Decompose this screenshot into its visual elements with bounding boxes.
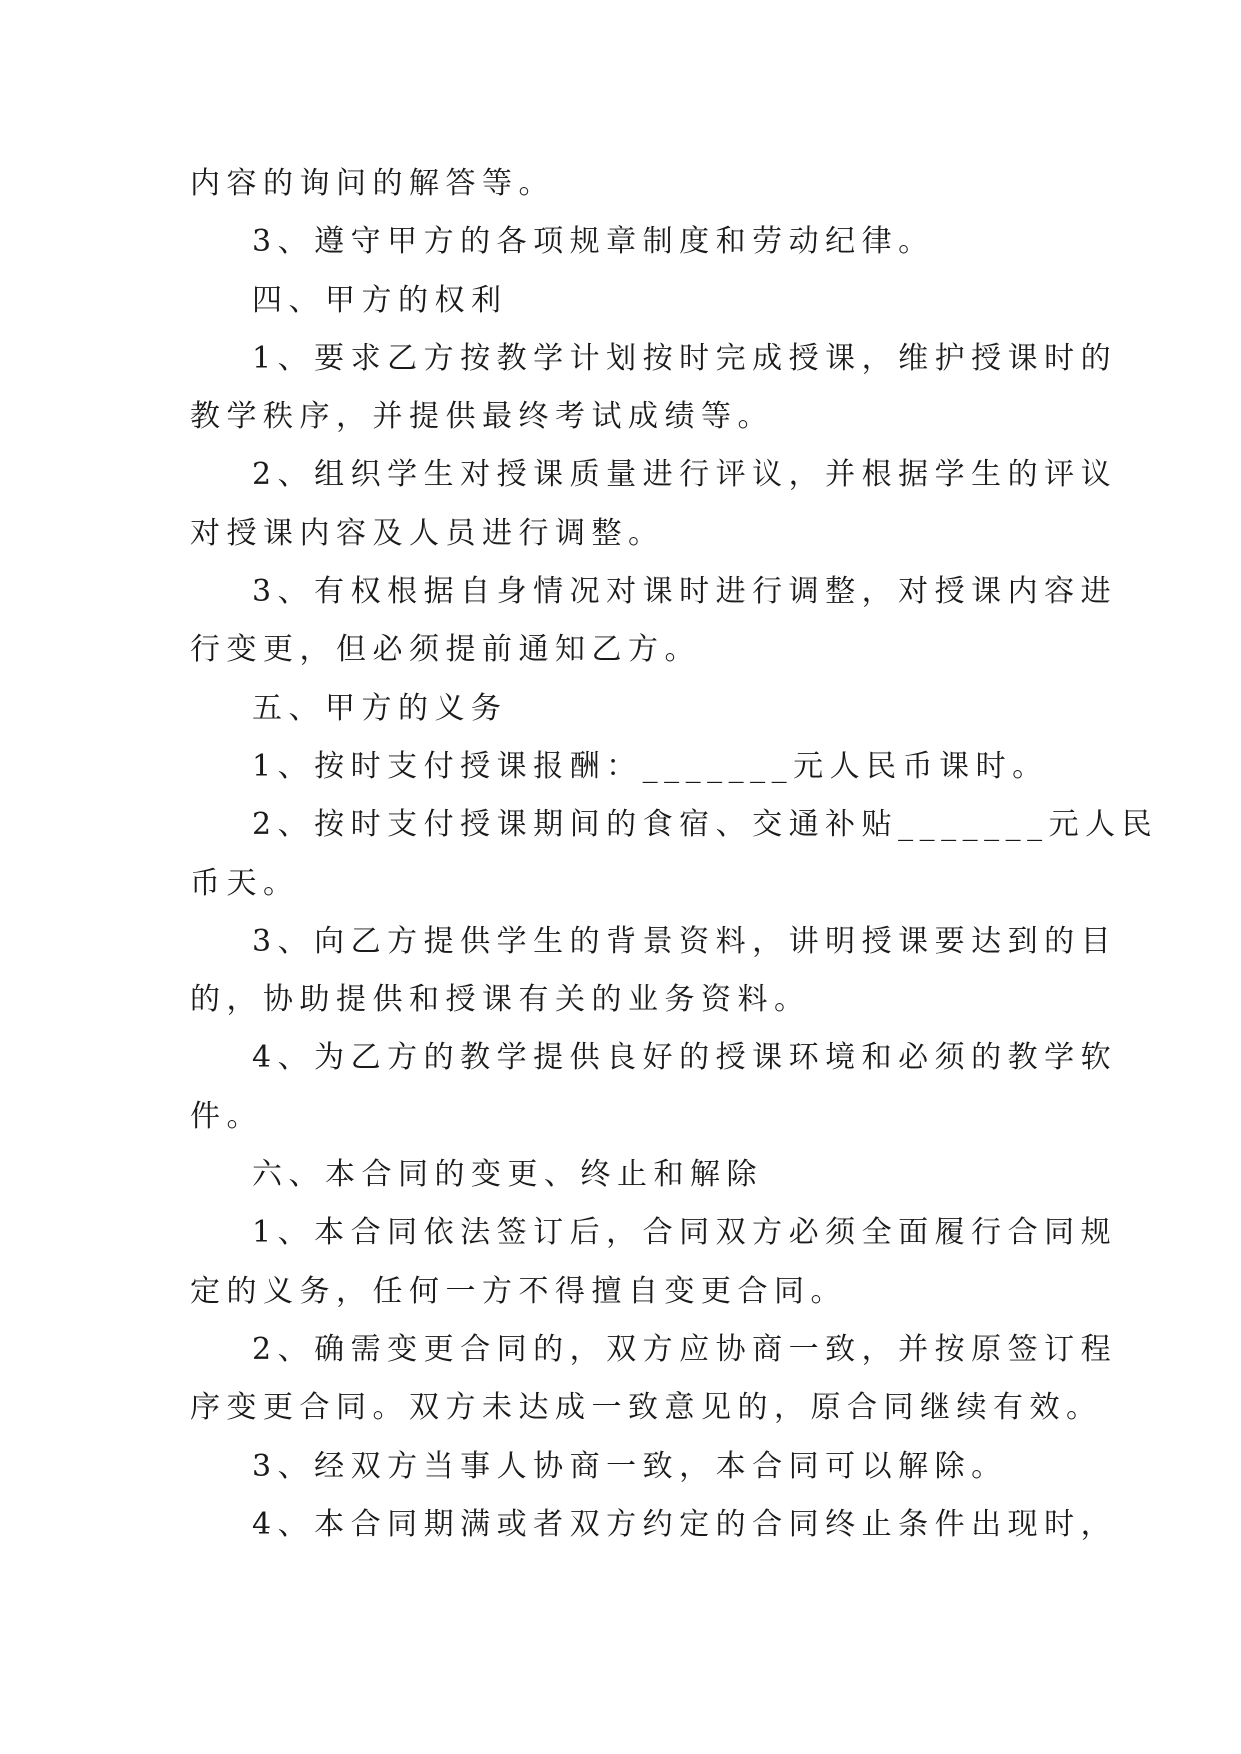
text-line: 的，协助提供和授课有关的业务资料。 bbox=[190, 982, 811, 1018]
text-line: 行变更，但必须提前通知乙方。 bbox=[190, 632, 701, 668]
text-line: 定的义务，任何一方不得擅自变更合同。 bbox=[190, 1273, 847, 1309]
document-body bbox=[190, 155, 1159, 1554]
text-line: 件。 bbox=[190, 1098, 263, 1134]
text-line: 1、本合同依法签订后，合同双方必须全面履行合同规 bbox=[252, 1215, 1118, 1251]
text-line: 4、为乙方的教学提供良好的授课环境和必须的教学软 bbox=[252, 1040, 1118, 1076]
text-line: 序变更合同。双方未达成一致意见的，原合同继续有效。 bbox=[190, 1390, 1103, 1426]
section-heading: 六、本合同的变更、终止和解除 bbox=[252, 1157, 763, 1193]
text-line: 3、向乙方提供学生的背景资料，讲明授课要达到的目 bbox=[252, 923, 1118, 959]
section-heading: 四、甲方的权利 bbox=[252, 282, 508, 318]
text-line: 币天。 bbox=[190, 865, 300, 901]
text-line: 2、按时支付授课期间的食宿、交通补贴_______元人民 bbox=[252, 807, 1159, 843]
text-line: 对授课内容及人员进行调整。 bbox=[190, 515, 665, 551]
text-line: 2、确需变更合同的，双方应协商一致，并按原签订程 bbox=[252, 1331, 1118, 1367]
text-line: 1、要求乙方按教学计划按时完成授课，维护授课时的 bbox=[252, 340, 1118, 376]
text-line: 3、遵守甲方的各项规章制度和劳动纪律。 bbox=[252, 224, 935, 260]
text-line: 3、有权根据自身情况对课时进行调整，对授课内容进 bbox=[252, 574, 1118, 610]
text-line: 4、本合同期满或者双方约定的合同终止条件出现时， bbox=[252, 1506, 1118, 1542]
text-line: 1、按时支付授课报酬：_______元人民币课时。 bbox=[252, 748, 1049, 784]
section-heading: 五、甲方的义务 bbox=[252, 690, 508, 726]
text-line: 教学秩序，并提供最终考试成绩等。 bbox=[190, 399, 774, 435]
text-line: 2、组织学生对授课质量进行评议，并根据学生的评议 bbox=[252, 457, 1118, 493]
text-line: 3、经双方当事人协商一致，本合同可以解除。 bbox=[252, 1448, 1008, 1484]
text-line: 内容的询问的解答等。 bbox=[190, 166, 555, 201]
